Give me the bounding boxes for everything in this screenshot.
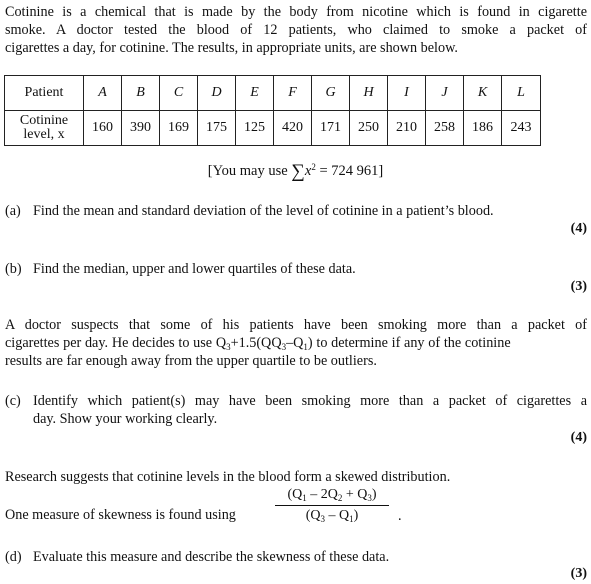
level-cell: 171 bbox=[312, 111, 350, 146]
patient-cell: I bbox=[388, 76, 426, 111]
part-c-label: (c) bbox=[5, 393, 21, 409]
part-b-text: Find the median, upper and lower quartiles of these data. bbox=[33, 261, 356, 277]
intro-line-3: cigarettes a day, for cotinine. The results, in appropriate units, are shown below. bbox=[5, 40, 458, 56]
num-sub: 3 bbox=[367, 493, 372, 503]
doctor-line-2 bbox=[5, 334, 587, 352]
level-cell: 250 bbox=[350, 111, 388, 146]
part-c-body bbox=[33, 392, 587, 428]
num-sub: 2 bbox=[337, 493, 343, 503]
level-cell: 420 bbox=[274, 111, 312, 146]
level-cell: 243 bbox=[502, 111, 541, 146]
num-part: ) bbox=[371, 487, 377, 502]
level-cell: 169 bbox=[160, 111, 198, 146]
patient-cell: E bbox=[236, 76, 274, 111]
doctor-line-3: results are far enough away from the upper quartile to be outliers. bbox=[5, 353, 377, 369]
doctor-q1-sub: 1 bbox=[303, 342, 308, 352]
num-sub: 1 bbox=[302, 493, 307, 503]
den-sub: 3 bbox=[320, 514, 325, 524]
part-c-marks: (4) bbox=[570, 430, 587, 445]
formula-denominator bbox=[273, 507, 391, 525]
hint-variable: x bbox=[304, 163, 312, 179]
patient-cell: L bbox=[502, 76, 541, 111]
part-d-text: Evaluate this measure and describe the skewness of these data. bbox=[33, 549, 390, 565]
intro-line-1: Cotinine is a chemical that is made by the body from nicotine which is found in cigarette bbox=[5, 4, 587, 20]
formula-period: . bbox=[398, 508, 402, 524]
patient-header: Patient bbox=[5, 76, 84, 111]
num-part: – 2Q bbox=[306, 487, 338, 502]
hint-power: 2 bbox=[311, 162, 316, 172]
patient-cell: K bbox=[464, 76, 502, 111]
patient-cell: D bbox=[198, 76, 236, 111]
den-part: ) bbox=[353, 508, 359, 523]
skewness-formula bbox=[273, 486, 391, 525]
level-cell: 258 bbox=[426, 111, 464, 146]
hint-prefix: [You may use bbox=[207, 163, 292, 179]
level-header bbox=[5, 111, 84, 146]
doctor-line-2-b: +1.5(Q bbox=[230, 335, 272, 351]
intro-line-2: smoke. A doctor tested the blood of 12 patients, who claimed to smoke a packet of bbox=[5, 22, 587, 38]
part-b-label: (b) bbox=[5, 261, 22, 277]
part-d-marks: (3) bbox=[570, 566, 587, 581]
fraction-bar bbox=[275, 505, 389, 506]
num-part: (Q bbox=[287, 487, 303, 502]
doctor-line-2-a: cigarettes per day. He decides to use Q bbox=[5, 335, 227, 351]
patient-cell: A bbox=[84, 76, 122, 111]
doctor-q3-sub: 3 bbox=[226, 342, 231, 352]
patient-cell: F bbox=[274, 76, 312, 111]
level-cell: 186 bbox=[464, 111, 502, 146]
level-header-line-1: Cotinine bbox=[19, 113, 69, 128]
level-cell: 210 bbox=[388, 111, 426, 146]
level-row bbox=[5, 111, 541, 146]
part-d-label: (d) bbox=[5, 549, 22, 565]
doctor-paragraph bbox=[5, 316, 587, 370]
level-header-line-2: level, x bbox=[23, 127, 65, 142]
part-a-label: (a) bbox=[5, 203, 21, 219]
level-cell: 390 bbox=[122, 111, 160, 146]
doctor-line-1: A doctor suspects that some of his patients have been smoking more than a packet of bbox=[5, 317, 587, 333]
num-part: + Q bbox=[342, 487, 368, 502]
level-cell: 125 bbox=[236, 111, 274, 146]
part-c-line-2: day. Show your working clearly. bbox=[33, 411, 218, 427]
part-c-line-1: Identify which patient(s) may have been smoking more than a packet of cigarettes a bbox=[33, 393, 587, 409]
patient-cell: G bbox=[312, 76, 350, 111]
patient-cell: H bbox=[350, 76, 388, 111]
sigma-symbol: ∑ bbox=[291, 161, 305, 182]
patient-cell: C bbox=[160, 76, 198, 111]
intro-paragraph bbox=[5, 3, 587, 57]
part-b-marks: (3) bbox=[570, 279, 587, 294]
hint-suffix: = 724 961] bbox=[315, 163, 384, 179]
patient-row bbox=[5, 76, 541, 111]
part-a-text: Find the mean and standard deviation of the level of cotinine in a patient’s blood. bbox=[33, 203, 494, 219]
den-sub: 1 bbox=[349, 514, 354, 524]
doctor-line-2-c: –Q bbox=[286, 335, 304, 351]
formula-numerator bbox=[273, 486, 391, 504]
research-text: Research suggests that cotinine levels in the blood form a skewed distribution. bbox=[5, 469, 451, 485]
den-part: (Q bbox=[305, 508, 321, 523]
skewness-measure-text: One measure of skewness is found using bbox=[5, 507, 236, 523]
cotinine-table bbox=[4, 75, 541, 146]
part-a-marks: (4) bbox=[570, 221, 587, 236]
patient-cell: B bbox=[122, 76, 160, 111]
doctor-line-2-d: ) to determine if any of the cotinine bbox=[307, 335, 511, 351]
sum-of-squares-hint bbox=[0, 161, 591, 183]
level-cell: 160 bbox=[84, 111, 122, 146]
patient-cell: J bbox=[426, 76, 464, 111]
doctor-q3-sub-b: 3 bbox=[281, 342, 287, 352]
level-cell: 175 bbox=[198, 111, 236, 146]
den-part: – Q bbox=[324, 508, 350, 523]
doctor-q3-b: $Q_3$ bbox=[271, 335, 287, 352]
